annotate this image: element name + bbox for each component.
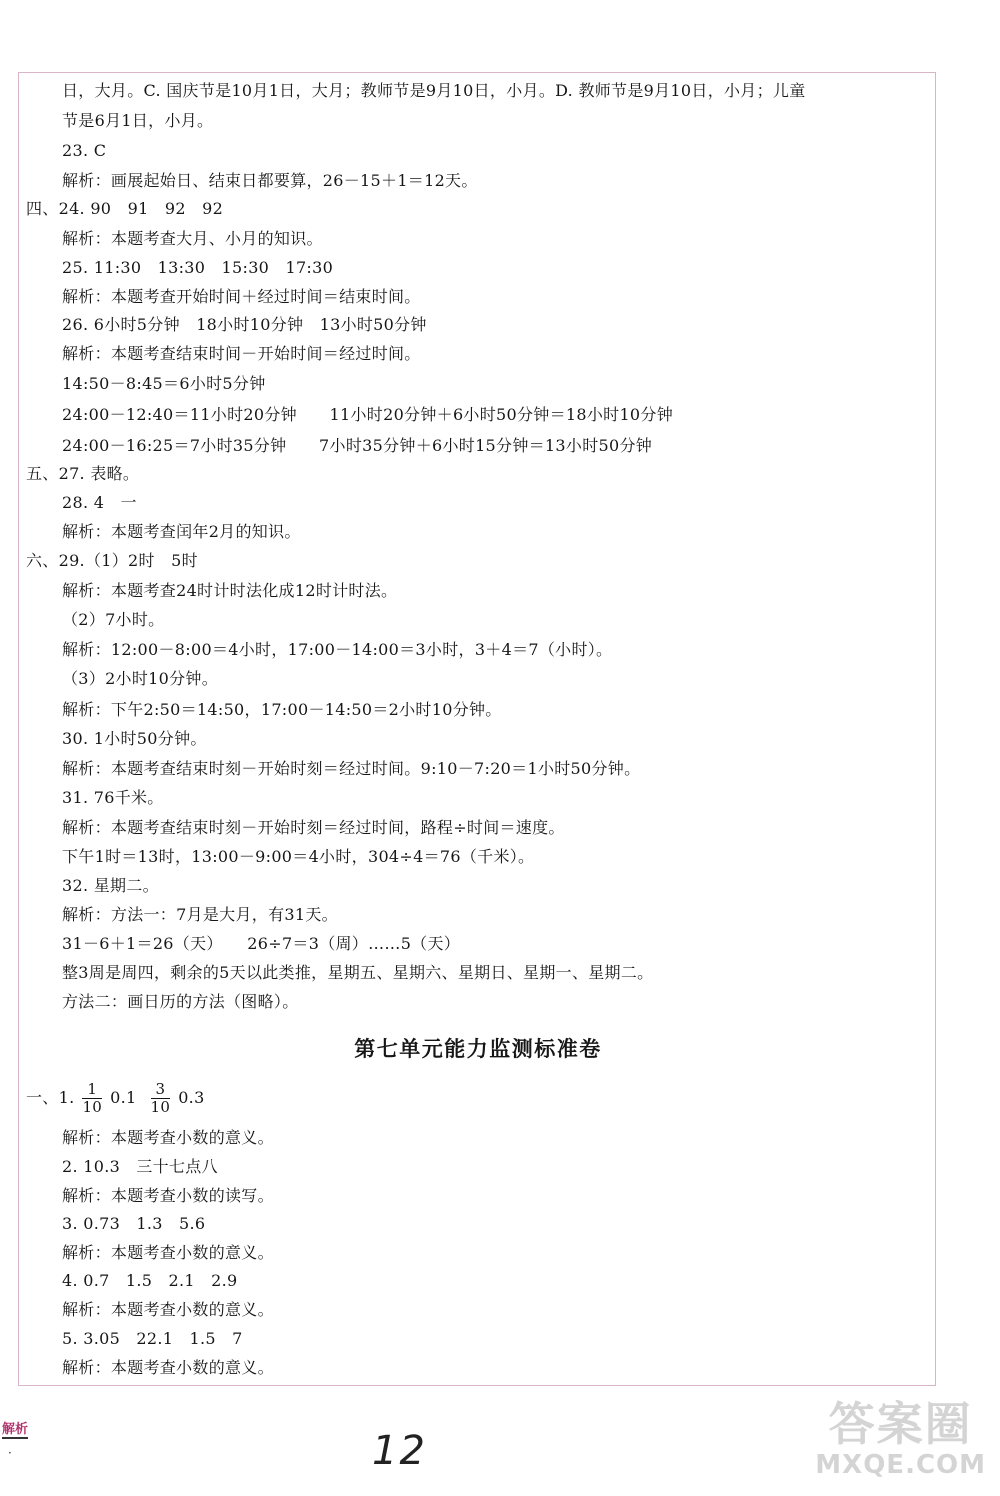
text-line: 解析：本题考查结束时刻－开始时刻＝经过时间。9:10－7:20＝1小时50分钟。 xyxy=(62,759,641,778)
text-line: 解析：本题考查结束时间－开始时间＝经过时间。 xyxy=(62,344,421,363)
text-line: 解析：本题考查小数的意义。 xyxy=(62,1243,274,1262)
text-line: 日，大月。C. 国庆节是10月1日，大月；教师节是9月10日，小月。D. 教师节是9月10日，小月；儿童 xyxy=(62,81,806,100)
text-line: 解析：画展起始日、结束日都要算，26－15＋1＝12天。 xyxy=(62,171,478,190)
text-line: 解析：本题考查结束时刻－开始时刻＝经过时间，路程÷时间＝速度。 xyxy=(62,818,565,837)
text-line: 31－6＋1＝26（天） 26÷7＝3（周）……5（天） xyxy=(62,934,461,953)
text-line: 25. 11:30 13:30 15:30 17:30 xyxy=(62,258,334,277)
text-line: 28. 4 一 xyxy=(62,493,137,512)
text-line: 解析：本题考查开始时间＋经过时间＝结束时间。 xyxy=(62,287,421,306)
text-line: 23. C xyxy=(62,141,107,160)
text-line: 解析：本题考查大月、小月的知识。 xyxy=(62,229,323,248)
text-line: （3）2小时10分钟。 xyxy=(62,669,219,688)
page-number: 12 xyxy=(372,1428,427,1474)
fraction-numerator: 1 xyxy=(82,1081,102,1099)
question-1 xyxy=(26,1078,205,1118)
text-line: 解析：本题考查小数的意义。 xyxy=(62,1358,274,1377)
q1-decimal: 0.3 xyxy=(178,1088,205,1107)
text-line: 24:00－12:40＝11小时20分钟 11小时20分钟＋6小时50分钟＝18小时10分钟 xyxy=(62,405,674,424)
text-line: 解析：方法一：7月是大月，有31天。 xyxy=(62,905,338,924)
watermark-url: MXQE.COM xyxy=(815,1450,986,1480)
watermark-title: 答案圈 xyxy=(828,1397,973,1451)
text-line: 5. 3.05 22.1 1.5 7 xyxy=(62,1329,243,1348)
text-line: 3. 0.73 1.3 5.6 xyxy=(62,1214,206,1233)
footer-dot: · xyxy=(8,1446,12,1460)
watermark-logo xyxy=(815,1398,986,1480)
q1-prefix: 一、1. xyxy=(26,1088,75,1107)
text-line: 2. 10.3 三十七点八 xyxy=(62,1157,218,1176)
fraction-denominator: 10 xyxy=(150,1098,171,1116)
text-line: 32. 星期二。 xyxy=(62,876,159,895)
text-line: 24:00－16:25＝7小时35分钟 7小时35分钟＋6小时15分钟＝13小时50分钟 xyxy=(62,436,653,455)
text-line: 解析：12:00－8:00＝4小时，17:00－14:00＝3小时，3＋4＝7（小时）。 xyxy=(62,640,613,659)
text-line: 31. 76千米。 xyxy=(62,788,164,807)
text-line: 方法二：画日历的方法（图略）。 xyxy=(62,992,299,1011)
text-line: 解析：本题考查小数的读写。 xyxy=(62,1186,274,1205)
text-line: 30. 1小时50分钟。 xyxy=(62,729,207,748)
text-line: 解析：下午2:50＝14:50，17:00－14:50＝2小时10分钟。 xyxy=(62,700,502,719)
text-line: 解析：本题考查闰年2月的知识。 xyxy=(62,522,301,541)
text-line: 五、27. 表略。 xyxy=(26,464,140,483)
fraction-denominator: 10 xyxy=(82,1098,103,1116)
text-line: 14:50－8:45＝6小时5分钟 xyxy=(62,374,266,393)
text-line: （2）7小时。 xyxy=(62,610,165,629)
text-line: 整3周是周四，剩余的5天以此类推，星期五、星期六、星期日、星期一、星期二。 xyxy=(62,963,654,982)
text-line: 节是6月1日，小月。 xyxy=(62,111,214,130)
text-line: 解析：本题考查24时计时法化成12时计时法。 xyxy=(62,581,398,600)
text-line: 四、24. 90 91 92 92 xyxy=(26,199,224,218)
text-line: 26. 6小时5分钟 18小时10分钟 13小时50分钟 xyxy=(62,315,427,334)
q1-decimal: 0.1 xyxy=(110,1088,137,1107)
fraction-one-tenth xyxy=(82,1081,102,1116)
text-line: 解析：本题考查小数的意义。 xyxy=(62,1300,274,1319)
section-title: 第七单元能力监测标准卷 xyxy=(354,1036,602,1061)
text-line: 六、29.（1）2时 5时 xyxy=(26,551,198,570)
fraction-three-tenths xyxy=(151,1081,171,1116)
footer-tag: 解析 xyxy=(2,1418,28,1439)
text-line: 下午1时＝13时，13:00－9:00＝4小时，304÷4＝76（千米）。 xyxy=(62,847,535,866)
fraction-numerator: 3 xyxy=(151,1081,171,1099)
text-line: 4. 0.7 1.5 2.1 2.9 xyxy=(62,1271,238,1290)
text-line: 解析：本题考查小数的意义。 xyxy=(62,1128,274,1147)
